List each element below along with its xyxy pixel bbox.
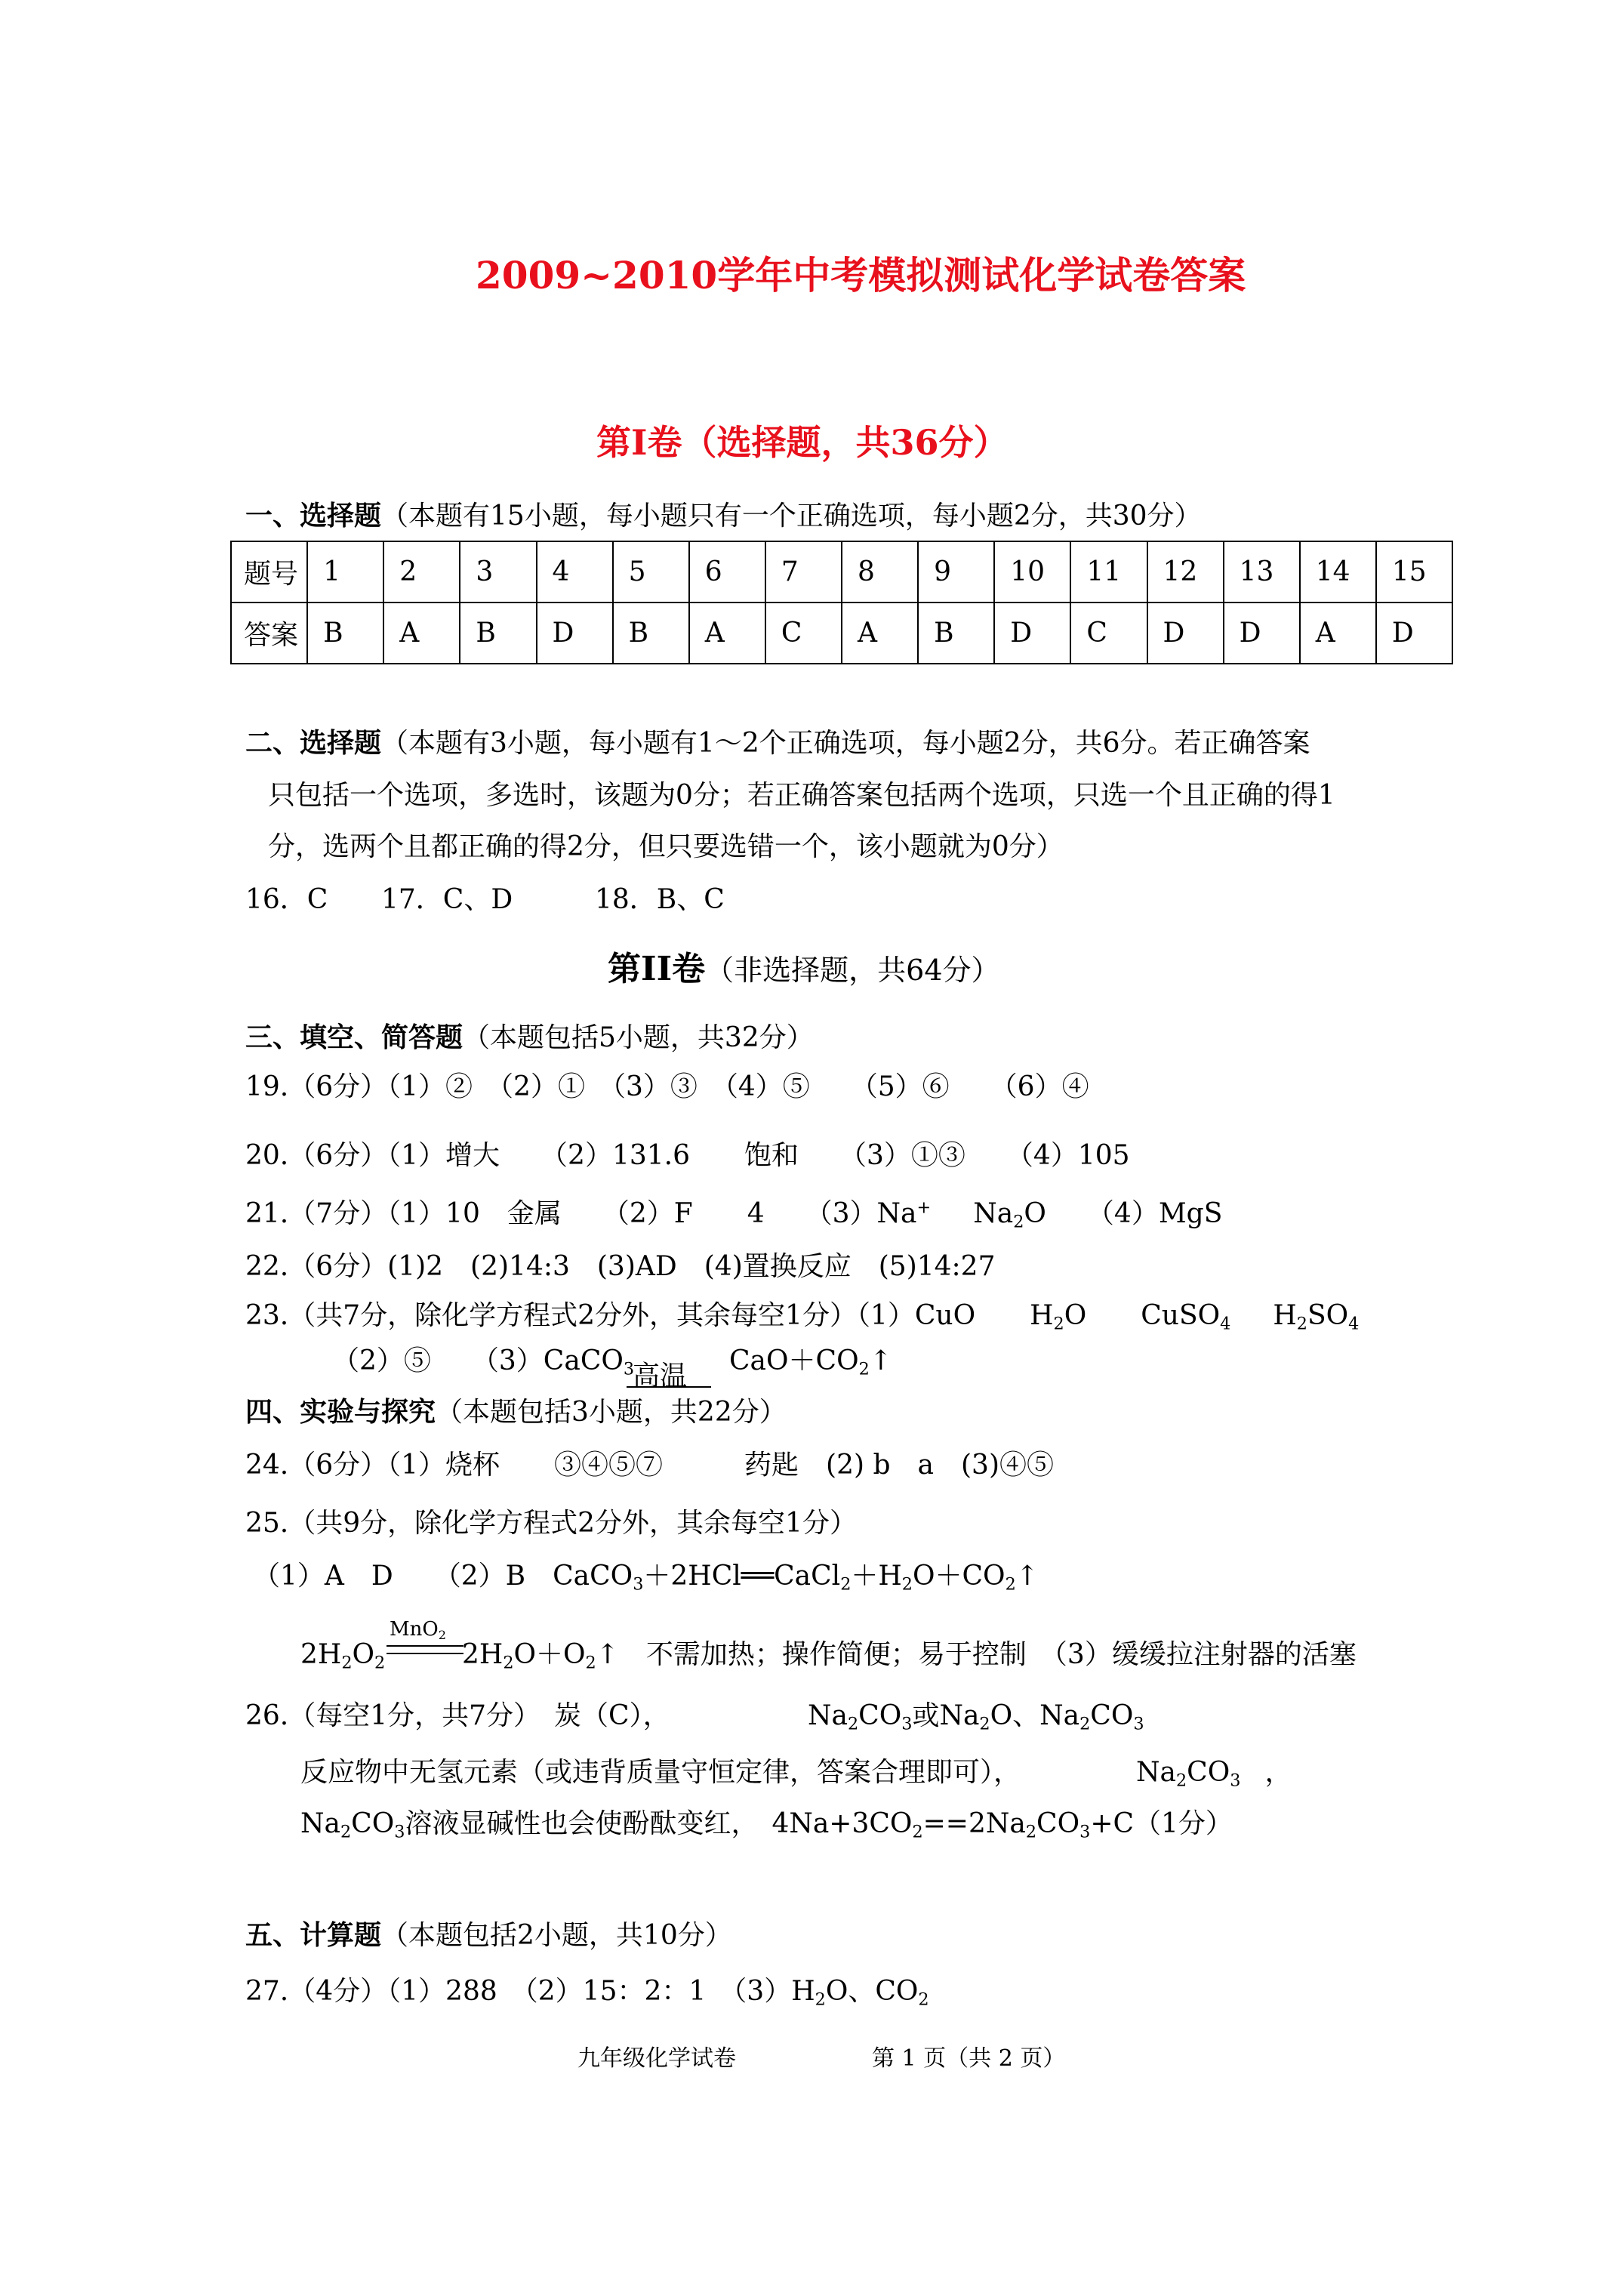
table-cell: A: [383, 603, 460, 664]
q26-sub: 2: [1079, 1714, 1091, 1734]
q26-part-i: ，: [1264, 1757, 1292, 1788]
q27-sub: 2: [918, 1989, 929, 2010]
q23-sub: 2: [1053, 1314, 1064, 1334]
q25-sub: 2: [374, 1653, 386, 1673]
table-cell: 7: [765, 541, 842, 603]
q25-part-b: ＋2HCl══CaCl: [643, 1561, 841, 1592]
q27-sub: 2: [815, 1989, 826, 2010]
q25-header: 25.（共9分，除化学方程式2分外，其余每空1分）: [245, 1508, 857, 1539]
sec2-note-1: （本题有3小题，每小题有1～2个正确选项，每小题2分，共6分。若正确答案: [381, 728, 1310, 759]
q23-reaction-line: [627, 1386, 711, 1388]
q23-line2: [332, 1345, 635, 1379]
q23-sub: 2: [1296, 1314, 1307, 1334]
q25-part-g: ↑ 不需加热；操作简便；易于控制 （3）缓缓拉注射器的活塞: [596, 1639, 1357, 1670]
q26-part-j: Na: [300, 1808, 340, 1839]
q25-part-e: 2H: [462, 1639, 504, 1670]
sec5-header: [245, 1919, 732, 1951]
q26-part-c: CO: [858, 1700, 902, 1731]
table-cell: B: [460, 603, 536, 664]
q26-part-g: Na: [1136, 1757, 1176, 1788]
sec2-heading: 二、选择题: [245, 727, 382, 759]
table-cell: 14: [1300, 541, 1376, 603]
sec5-heading: 五、计算题: [245, 1919, 382, 1951]
q26-part-f: CO: [1090, 1700, 1134, 1731]
sec5-note: （本题包括2小题，共10分）: [381, 1920, 732, 1951]
q26-sub: 2: [340, 1822, 352, 1842]
table-cell: B: [613, 603, 689, 664]
q25-part-c: ＋H: [851, 1561, 902, 1592]
sec3-heading: 三、填空、简答题: [245, 1022, 463, 1053]
q21-sub: 2: [1013, 1212, 1024, 1232]
q23-part-a: 23.（共7分，除化学方程式2分外，其余每空1分）（1）CuO H: [245, 1300, 1054, 1331]
q23-part-e: （2）⑤ （3）CaCO: [332, 1345, 624, 1376]
part2-title: [608, 950, 1000, 988]
table-cell: 3: [460, 541, 536, 603]
q27-part-b: O、CO: [825, 1976, 919, 2007]
q23-sub: 2: [858, 1359, 870, 1379]
q26-part-l: 溶液显碱性也会使酚酞变红， 4Na+3CO: [405, 1808, 913, 1839]
table-row-answers: [231, 603, 1452, 664]
q26-sub: 2: [1175, 1771, 1187, 1791]
table-cell: B: [307, 603, 383, 664]
q26-part-b: Na: [808, 1700, 848, 1731]
q25-sub: 3: [633, 1574, 644, 1595]
table-cell: D: [1147, 603, 1224, 664]
q19-answer: 19.（6分）（1）② （2）① （3）③ （4）⑤ （5）⑥ （6）④: [245, 1071, 1089, 1102]
q23-sub: 3: [623, 1359, 635, 1379]
table-cell: C: [765, 603, 842, 664]
q25-sub: 2: [585, 1653, 596, 1673]
q26-sub: 3: [394, 1822, 405, 1842]
part2-title-rest: （非选择题，共64分）: [705, 954, 1000, 987]
q25-reaction-sign: [387, 1645, 463, 1654]
q26-line1: [245, 1700, 670, 1731]
table-cell: C: [1070, 603, 1147, 664]
table-row-numbers: [231, 541, 1452, 603]
q25-sub: 2: [341, 1653, 353, 1673]
q25-part-a: （1）A D （2）B CaCO: [253, 1561, 633, 1592]
q26-sub: 3: [901, 1714, 913, 1734]
table-cell: 5: [613, 541, 689, 603]
table-cell: D: [1224, 603, 1300, 664]
table-cell: 15: [1376, 541, 1452, 603]
q26-sub: 3: [1230, 1771, 1241, 1791]
table-cell: 6: [689, 541, 765, 603]
table-cell: 9: [918, 541, 994, 603]
q24-answer: 24.（6分）（1）烧杯 ③④⑤⑦ 药匙 (2) b a (3)④⑤: [245, 1450, 1055, 1481]
q26-part-h: CO: [1187, 1757, 1230, 1788]
table-cell: 10: [994, 541, 1070, 603]
table-cell: A: [689, 603, 765, 664]
q26-part-e: O、Na: [990, 1700, 1080, 1731]
sec2-note-2: 只包括一个选项，多选时，该题为0分；若正确答案包括两个选项，只选一个且正确的得1: [268, 780, 1335, 811]
q25-line3-products: [462, 1639, 1357, 1673]
footer-title: 九年级化学试卷: [577, 2045, 736, 2072]
row-label: 题号: [231, 541, 307, 603]
q25-line2: [253, 1561, 1039, 1595]
q25-line3-reactant: [300, 1639, 386, 1673]
q25-catalyst-text: MnO: [390, 1618, 439, 1641]
document-title: 2009~2010学年中考模拟测试化学试卷答案: [476, 253, 1246, 297]
sec2-answer-18: 18．B、C: [595, 884, 725, 915]
sec1-note: （本题有15小题，每小题只有一个正确选项，每小题2分，共30分）: [381, 501, 1202, 532]
q21-part-c: O （4）MgS: [1024, 1198, 1223, 1229]
q25-sub: 2: [503, 1653, 514, 1673]
q23-heat-label: 高温: [633, 1361, 688, 1391]
q27-answer: [245, 1976, 929, 2010]
q26-part-d: 或Na: [912, 1700, 980, 1731]
q25-sub: 2: [840, 1574, 852, 1595]
q23-part-c: H: [1273, 1300, 1297, 1331]
table-cell: 2: [383, 541, 460, 603]
q23-part-f: CaO＋CO: [729, 1345, 859, 1376]
q25-h2o2-b: O: [352, 1639, 375, 1670]
sec2-answer-16: 16．C: [245, 884, 328, 915]
table-cell: 4: [537, 541, 613, 603]
sec2-answer-17: 17．C、D: [381, 884, 513, 915]
q25-part-d: O＋CO: [913, 1561, 1006, 1592]
q25-sub: 2: [901, 1574, 913, 1595]
table-cell: B: [918, 603, 994, 664]
q26-line1-b: [808, 1700, 1144, 1734]
answer-table: [230, 541, 1453, 664]
table-cell: 13: [1224, 541, 1300, 603]
table-cell: D: [1376, 603, 1452, 664]
q21-answer: [245, 1197, 1223, 1232]
sec2-header: [245, 729, 1310, 757]
table-cell: A: [1300, 603, 1376, 664]
q21-charge: +: [916, 1197, 932, 1218]
part1-title: 第Ⅰ卷（选择题，共36分）: [596, 422, 1009, 463]
table-cell: 12: [1147, 541, 1224, 603]
q26-part-k: CO: [351, 1808, 395, 1839]
q25-h2o2-a: 2H: [300, 1639, 342, 1670]
table-cell: 11: [1070, 541, 1147, 603]
q20-answer: 20.（6分）（1）增大 （2）131.6 饱和 （3）①③ （4）105: [245, 1140, 1130, 1171]
sec2-note-3: 分，选两个且都正确的得2分，但只要选错一个，该小题就为0分）: [268, 831, 1064, 862]
footer-page-number: 第 1 页（共 2 页）: [872, 2045, 1066, 2072]
sec1-heading: 一、选择题: [245, 500, 382, 532]
q26-sub: 2: [912, 1822, 923, 1842]
q26-line2-b: [1136, 1757, 1292, 1791]
q26-part-n: CO: [1036, 1808, 1080, 1839]
q26-sub: 2: [847, 1714, 859, 1734]
q22-answer: 22.（6分）(1)2 (2)14:3 (3)AD (4)置换反应 (5)14:27: [245, 1251, 996, 1282]
q23-sub: 4: [1348, 1314, 1360, 1334]
q26-part-o: +C（1分）: [1090, 1808, 1233, 1839]
sec4-note: （本题包括3小题，共22分）: [436, 1397, 787, 1428]
q25-sub: 2: [1005, 1574, 1016, 1595]
part2-title-bold: 第II卷: [608, 950, 706, 988]
q21-part-b: Na: [973, 1198, 1014, 1229]
q26-sub: 2: [1025, 1822, 1037, 1842]
q26-part-m: ==2Na: [922, 1808, 1026, 1839]
sec3-note: （本题包括5小题，共32分）: [463, 1022, 814, 1053]
table-cell: D: [994, 603, 1070, 664]
q23-sub: 4: [1220, 1314, 1231, 1334]
table-cell: 1: [307, 541, 383, 603]
table-cell: A: [842, 603, 918, 664]
q23-arrow: ↑: [869, 1345, 892, 1376]
q21-part-a: 21.（7分）（1）10 金属 （2）F 4 （3）Na: [245, 1198, 917, 1229]
q23-part-b: O CuSO: [1064, 1300, 1221, 1331]
q25-part-f: O＋O: [513, 1639, 586, 1670]
table-cell: 8: [842, 541, 918, 603]
sec4-header: [245, 1398, 787, 1426]
sec3-header: [245, 1024, 814, 1052]
sec4-heading: 四、实验与探究: [245, 1396, 436, 1428]
q26-line3: [300, 1808, 1233, 1842]
sec1-header: [245, 502, 1202, 530]
q26-sub: 3: [1079, 1822, 1091, 1842]
q26-line2: 反应物中无氢元素（或违背质量守恒定律，答案合理即可），: [300, 1757, 1021, 1788]
q26-part-a: 26.（每空1分，共7分） 炭（C），: [245, 1700, 670, 1731]
q23-heat-condition: [633, 1354, 687, 1393]
q23-line2-products: [729, 1345, 892, 1379]
q23-line1: [245, 1300, 1360, 1334]
row-label: 答案: [231, 603, 307, 664]
q25-arrow: ↑: [1015, 1561, 1039, 1592]
q27-part-a: 27.（4分）（1）288 （2）15：2：1 （3）H: [245, 1976, 815, 2007]
q26-sub: 2: [979, 1714, 990, 1734]
q26-sub: 3: [1133, 1714, 1144, 1734]
q25-catalyst-label: [390, 1618, 446, 1641]
q23-part-d: SO: [1307, 1300, 1349, 1331]
table-cell: D: [537, 603, 613, 664]
q25-sub: 2: [438, 1627, 446, 1642]
